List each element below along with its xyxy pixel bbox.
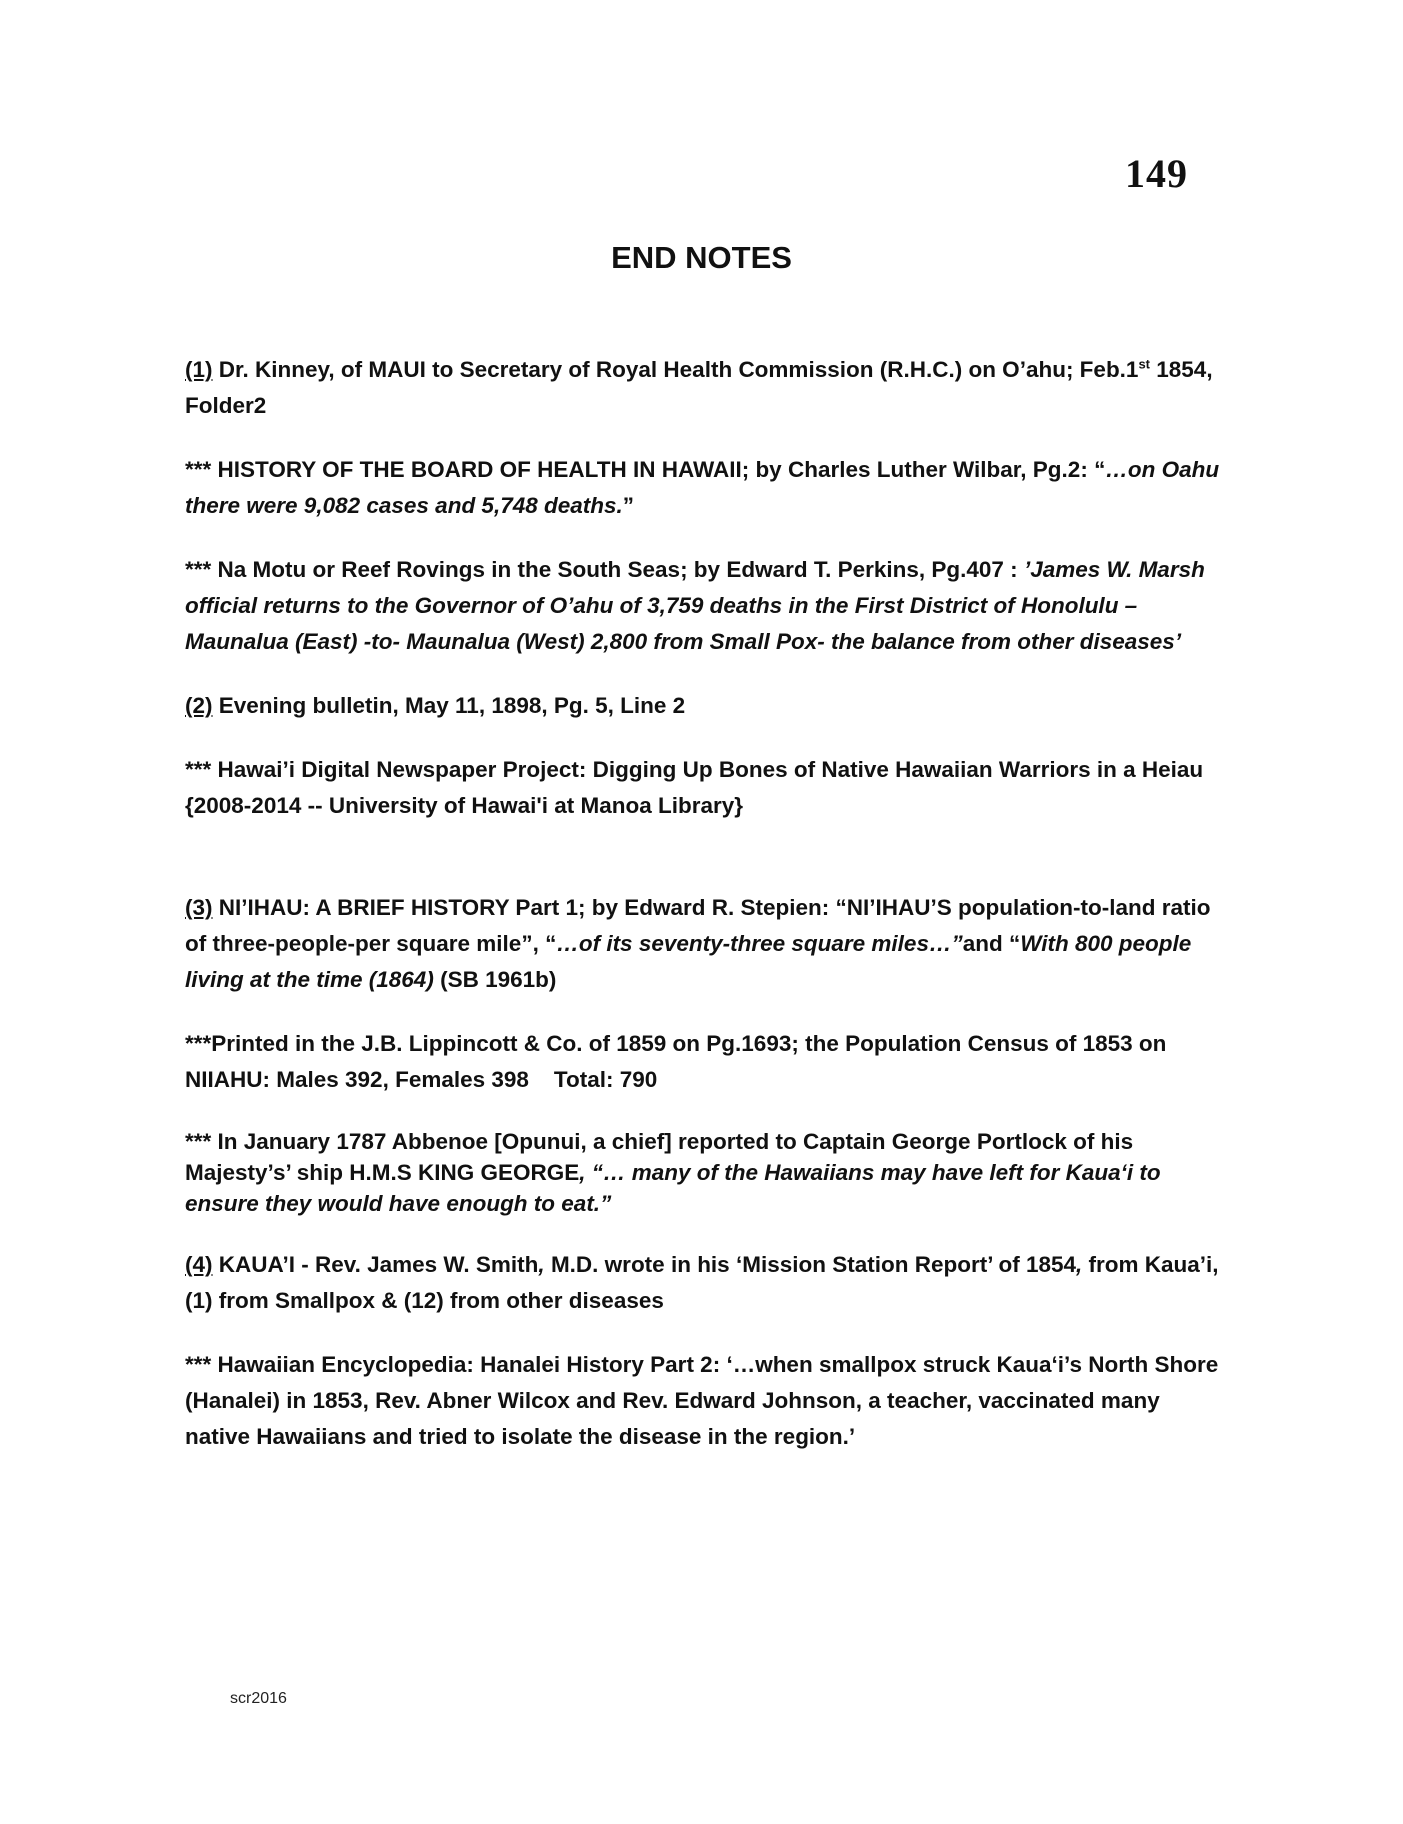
quote-text: …of its seventy-three square miles…”	[556, 931, 963, 956]
source-line: NIIAHU: Males 392, Females 398 Total: 790	[185, 1067, 658, 1092]
endnote-1	[185, 352, 1225, 424]
endnote-3-source-a	[185, 1026, 1225, 1098]
endnote-text: ,	[1076, 1252, 1083, 1277]
endnote-3	[185, 890, 1225, 998]
endnote-ref: (2)	[185, 693, 213, 718]
endnote-1-source-b	[185, 552, 1225, 660]
source-text: *** Hawaiian Encyclopedia: Hanalei History Part 2: ‘…when smallpox struck Kaua‘i’s North Shore (Hanalei) in 1853, Rev. Abner Wilcox and Rev. Edward Johnson, a teacher, vaccinated many native Hawaiians and tried to isolate the disease in the region.’	[185, 1352, 1219, 1449]
endnote-text: M.D. wrote in his ‘Mission Station Report’ of 1854	[544, 1252, 1077, 1277]
endnote-text: 1854, Folder2	[185, 357, 1213, 418]
endnote-ref: (3)	[185, 895, 213, 920]
end-notes-list	[185, 352, 1225, 1483]
endnote-2	[185, 688, 1225, 724]
endnote-text: (SB 1961b)	[433, 967, 557, 992]
source-text: *** In January 1787 Abbenoe [Opunui, a chief] reported to Captain George Portlock of his Majesty’s’ ship H.M.S KING GEORGE	[185, 1129, 1134, 1185]
endnote-4-source-a	[185, 1347, 1225, 1455]
source-text: ”	[622, 493, 635, 518]
source-text: *** Hawai’i Digital Newspaper Project: Digging Up Bones of Native Hawaiian Warriors in a Heiau {2008-2014 -- University of Hawai'i at Manoa Library}	[185, 757, 1204, 818]
endnote-text: from Kaua’i, (1) from Smallpox & (12) from other diseases	[185, 1252, 1219, 1313]
endnote-text: NI’IHAU: A BRIEF HISTORY Part 1; by Edward R. Stepien: “NI’IHAU’S population-to-land ratio of three-people-per square mile”, “	[185, 895, 1211, 956]
endnote-ref: (1)	[185, 357, 213, 382]
footer-credit: scr2016	[230, 1690, 287, 1707]
page-title: END NOTES	[611, 240, 792, 275]
endnote-text: KAUA’I - Rev. James W. Smith	[212, 1252, 539, 1277]
source-text: *** HISTORY OF THE BOARD OF HEALTH IN HAWAII; by Charles Luther Wilbar, Pg.2: “	[185, 457, 1106, 482]
endnote-2-source-a	[185, 752, 1225, 824]
quote-text: …on Oahu there were 9,082 cases and 5,748 deaths.	[185, 457, 1220, 518]
endnote-1-source-a	[185, 452, 1225, 524]
quote-text: With 800 people living at the time (1864)	[185, 931, 1192, 992]
endnote-text: ,	[538, 1252, 545, 1277]
endnote-text: Evening bulletin, May 11, 1898, Pg. 5, Line 2	[212, 693, 686, 718]
endnote-4	[185, 1247, 1225, 1319]
page-number: 149	[1125, 151, 1188, 196]
source-text: *** Na Motu or Reef Rovings in the South Seas; by Edward T. Perkins, Pg.407 :	[185, 557, 1024, 582]
endnote-text: and “	[962, 931, 1021, 956]
quote-text: ’James W. Marsh official returns to the Governor of O’ahu of 3,759 deaths in the First District of Honolulu – Maunalua (East) -to- Maunalua (West) 2,800 from Small Pox- the balance from other diseases’	[185, 557, 1205, 654]
endnote-3-source-b	[185, 1126, 1225, 1219]
quote-text: , “… many of the Hawaiians may have left for Kaua‘i to ensure they would have enough to eat.”	[185, 1160, 1161, 1216]
endnote-ref: (4)	[185, 1252, 213, 1277]
source-line: ***Printed in the J.B. Lippincott & Co. of 1859 on Pg.1693; the Population Census of 1853 on	[185, 1031, 1167, 1056]
ordinal-superscript: st	[1138, 356, 1151, 372]
endnote-text: Dr. Kinney, of MAUI to Secretary of Royal Health Commission (R.H.C.) on O’ahu; Feb.1	[212, 357, 1139, 382]
